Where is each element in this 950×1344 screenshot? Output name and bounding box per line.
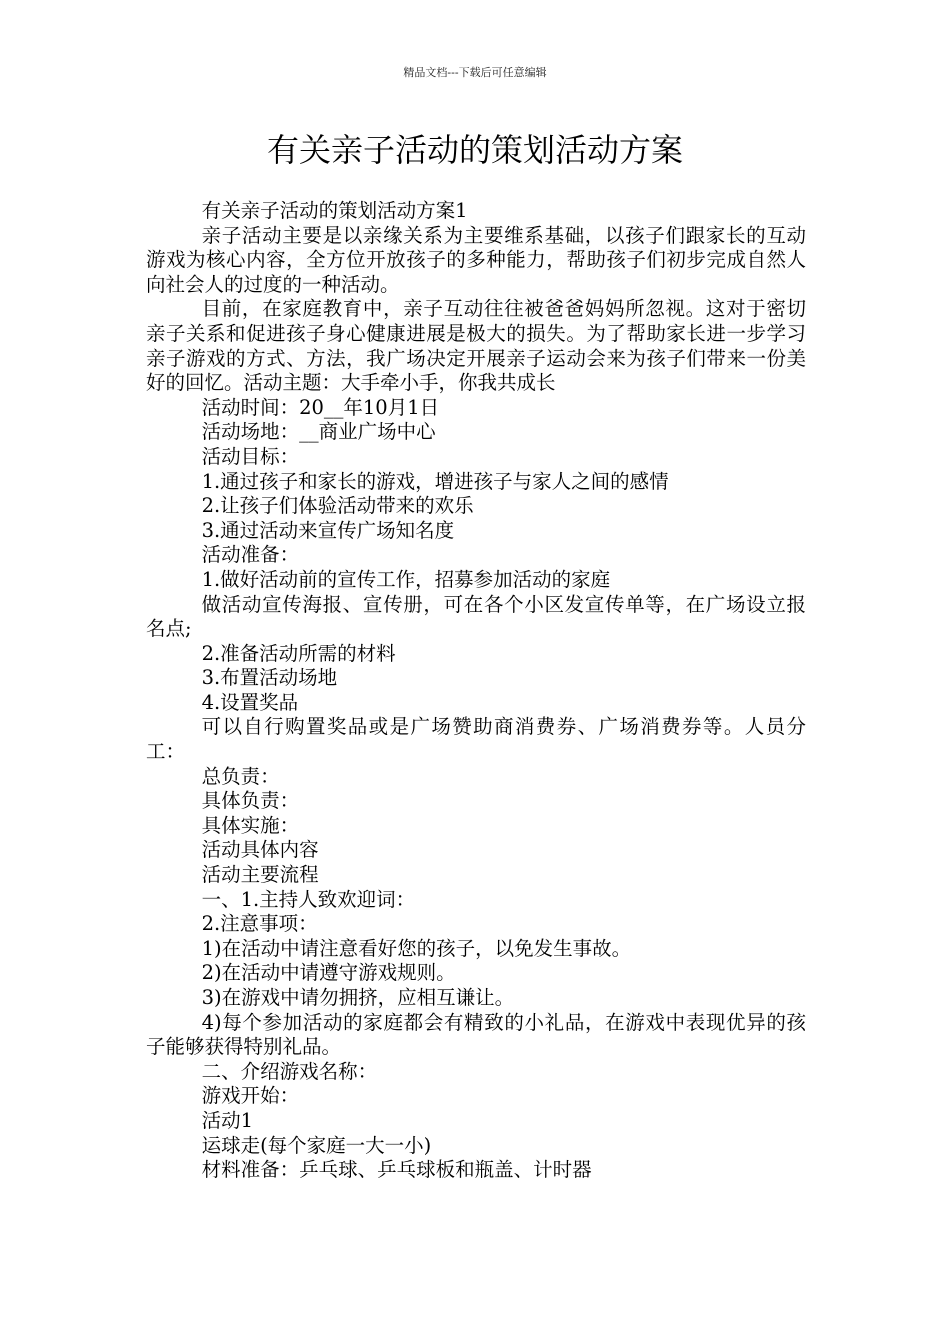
body-paragraph: 2)在活动中请遵守游戏规则。 bbox=[201, 961, 456, 985]
document-title: 有关亲子活动的策划活动方案 bbox=[266, 131, 683, 169]
body-paragraph: 具体负责： bbox=[201, 789, 300, 813]
body-paragraph: 3.布置活动场地 bbox=[201, 666, 338, 690]
body-paragraph: 活动时间：20__年10月1日 bbox=[201, 395, 440, 419]
body-paragraph: 做活动宣传海报、宣传册，可在各个小区发宣传单等，在广场设立报名点; bbox=[146, 592, 806, 641]
body-paragraph: 可以自行购置奖品或是广场赞助商消费券、广场消费券等。人员分工： bbox=[146, 715, 806, 764]
body-paragraph: 3.通过活动来宣传广场知名度 bbox=[201, 518, 455, 542]
body-paragraph: 1.做好活动前的宣传工作，招募参加活动的家庭 bbox=[201, 567, 611, 591]
body-paragraph: 活动具体内容 bbox=[201, 838, 319, 862]
body-paragraph: 2.准备活动所需的材料 bbox=[201, 641, 396, 665]
page-header: 精品文档---下载后可任意编辑 bbox=[403, 66, 547, 79]
body-paragraph: 运球走(每个家庭一大一小) bbox=[201, 1133, 432, 1157]
body-paragraph: 3)在游戏中请勿拥挤，应相互谦让。 bbox=[201, 986, 515, 1009]
body-paragraph: 4)每个参加活动的家庭都会有精致的小礼品，在游戏中表现优异的孩子能够获得特别礼品。 bbox=[146, 1010, 806, 1059]
body-paragraph: 一、1.主持人致欢迎词： bbox=[201, 887, 416, 911]
body-paragraph: 1)在活动中请注意看好您的孩子，以免发生事故。 bbox=[201, 936, 632, 960]
body-paragraph: 2.让孩子们体验活动带来的欢乐 bbox=[201, 494, 474, 518]
body-paragraph: 活动场地：__商业广场中心 bbox=[201, 420, 436, 444]
body-paragraph: 二、介绍游戏名称： bbox=[201, 1059, 378, 1083]
section-heading: 有关亲子活动的策划活动方案1 bbox=[201, 199, 468, 222]
body-paragraph: 目前，在家庭教育中，亲子互动往往被爸爸妈妈所忽视。这对于密切亲子关系和促进孩子身心健康进展是极大的损失。为了帮助家长进一步学习亲子游戏的方式、方法，我广场决定开展亲子运动会来为孩子们带来一份美好的回忆。活动主题：大手牵小手，你我共成长 bbox=[146, 297, 806, 395]
body-paragraph: 活动主要流程 bbox=[201, 863, 319, 887]
body-paragraph: 亲子活动主要是以亲缘关系为主要维系基础，以孩子们跟家长的互动游戏为核心内容，全方位开放孩子的多种能力，帮助孩子们初步完成自然人向社会人的过度的一种活动。 bbox=[146, 223, 806, 296]
body-paragraph: 活动目标： bbox=[201, 444, 300, 468]
document-body bbox=[146, 199, 806, 1183]
body-paragraph: 2.注意事项： bbox=[201, 912, 318, 936]
body-paragraph: 4.设置奖品 bbox=[201, 690, 299, 714]
body-paragraph: 活动1 bbox=[201, 1108, 253, 1132]
body-paragraph: 具体实施： bbox=[201, 813, 300, 837]
body-paragraph: 1.通过孩子和家长的游戏，增进孩子与家人之间的感情 bbox=[201, 469, 669, 493]
body-paragraph: 材料准备：乒乓球、乒乓球板和瓶盖、计时器 bbox=[201, 1158, 592, 1182]
body-paragraph: 总负责： bbox=[201, 764, 280, 788]
body-paragraph: 游戏开始： bbox=[201, 1084, 300, 1108]
body-paragraph: 活动准备： bbox=[201, 543, 300, 567]
